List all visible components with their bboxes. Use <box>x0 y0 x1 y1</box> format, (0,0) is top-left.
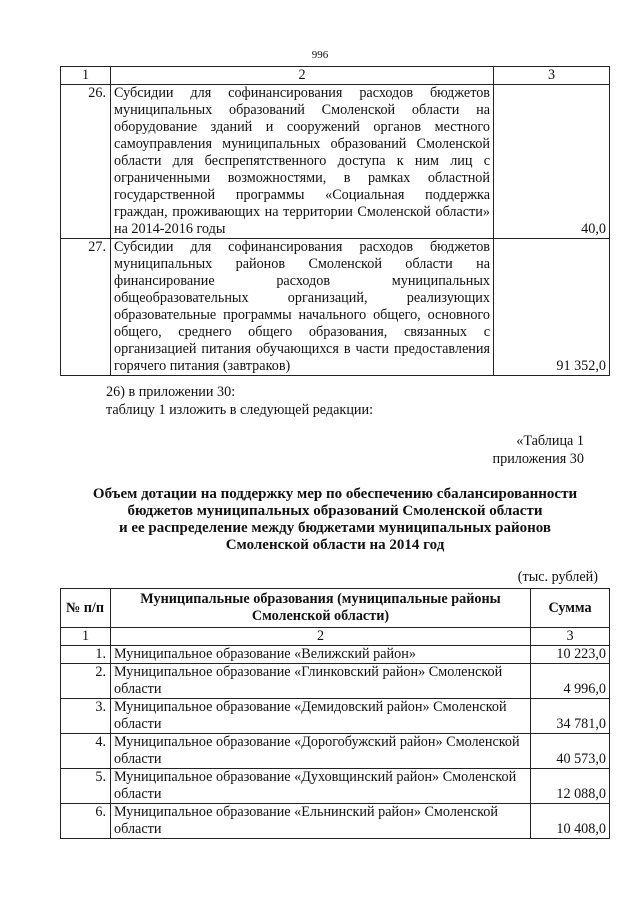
title-line: бюджетов муниципальных образований Смоленской области <box>127 503 543 519</box>
paragraph-instruction: таблицу 1 изложить в следующей редакции: <box>106 402 374 418</box>
col-number-1: 1 <box>61 67 111 85</box>
paragraph-amendment: 26) в приложении 30: <box>106 384 236 400</box>
col-number-2: 2 <box>111 67 494 85</box>
row-amount: 10 408,0 <box>531 804 610 839</box>
row-number: 3. <box>61 699 111 734</box>
row-amount: 40 573,0 <box>531 734 610 769</box>
table-ref-line-2: приложения 30 <box>492 451 584 467</box>
table-row <box>61 804 610 839</box>
row-municipality: Муниципальное образование «Ельнинский район» Смоленской области <box>111 804 531 839</box>
row-number: 6. <box>61 804 111 839</box>
col-number-3: 3 <box>531 628 610 646</box>
row-value: 91 352,0 <box>494 239 610 376</box>
table-ref-line-1: «Таблица 1 <box>516 433 584 449</box>
col-number-3: 3 <box>494 67 610 85</box>
row-municipality: Муниципальное образование «Духовщинский район» Смоленской области <box>111 769 531 804</box>
table-row <box>61 646 610 664</box>
table-header-row <box>61 589 610 628</box>
col-number-2: 2 <box>111 628 531 646</box>
row-amount: 12 088,0 <box>531 769 610 804</box>
header-number: № п/п <box>61 589 111 628</box>
units-label: (тыс. рублей) <box>517 569 598 585</box>
row-amount: 4 996,0 <box>531 664 610 699</box>
row-number: 4. <box>61 734 111 769</box>
col-number-1: 1 <box>61 628 111 646</box>
page-number: 996 <box>311 49 329 61</box>
row-text: Субсидии для софинансирования расходов бюджетов муниципальных районов Смоленской области на финансирование расходов муниципальных общеобразовательных организаций, реализующих образовательные программы начального общего, основного общего, среднего общего образования, связанных с организацией питания обучающихся в части предоставления горячего питания (завтраков) <box>111 239 494 376</box>
table-row <box>61 769 610 804</box>
row-municipality: Муниципальное образование «Глинковский район» Смоленской области <box>111 664 531 699</box>
header-municipality: Муниципальные образования (муниципальные районы Смоленской области) <box>111 589 531 628</box>
row-number: 27. <box>61 239 111 376</box>
row-number: 2. <box>61 664 111 699</box>
header-amount: Сумма <box>531 589 610 628</box>
row-municipality: Муниципальное образование «Велижский район» <box>111 646 531 664</box>
title-line: и ее распределение между бюджетами муниципальных районов <box>118 520 552 536</box>
document-title <box>60 486 610 554</box>
table-header-row <box>61 67 610 85</box>
row-number: 1. <box>61 646 111 664</box>
table-row <box>61 664 610 699</box>
title-line: Смоленской области на 2014 год <box>225 537 445 553</box>
row-municipality: Муниципальное образование «Демидовский район» Смоленской области <box>111 699 531 734</box>
row-text: Субсидии для софинансирования расходов бюджетов муниципальных образований Смоленской области на оборудование зданий и сооружений органов местного самоуправления муниципальных образований Смоленской области для беспрепятственного доступа к ним лиц с ограниченными возможностями, в рамках областной государственной программы «Социальная поддержка граждан, проживающих на территории Смоленской области» на 2014-2016 годы <box>111 85 494 239</box>
row-number: 5. <box>61 769 111 804</box>
table-row <box>61 734 610 769</box>
subsidy-table <box>60 66 610 376</box>
title-line: Объем дотации на поддержку мер по обеспечению сбалансированности <box>92 486 578 502</box>
distribution-table <box>60 588 610 839</box>
row-number: 26. <box>61 85 111 239</box>
table-row <box>61 85 610 239</box>
row-amount: 10 223,0 <box>531 646 610 664</box>
table-row <box>61 239 610 376</box>
column-number-row <box>61 628 610 646</box>
table-row <box>61 699 610 734</box>
row-value: 40,0 <box>494 85 610 239</box>
row-amount: 34 781,0 <box>531 699 610 734</box>
row-municipality: Муниципальное образование «Дорогобужский район» Смоленской области <box>111 734 531 769</box>
